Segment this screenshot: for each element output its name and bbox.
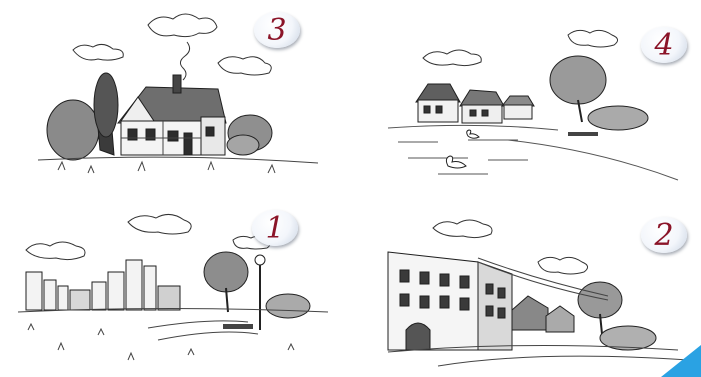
corner-accent-triangle <box>661 345 701 377</box>
badge-number-1: 1 <box>252 210 298 246</box>
badge-number-4: 4 <box>641 27 687 63</box>
badge-number-3: 3 <box>254 12 300 48</box>
badge-number-2: 2 <box>641 217 687 253</box>
